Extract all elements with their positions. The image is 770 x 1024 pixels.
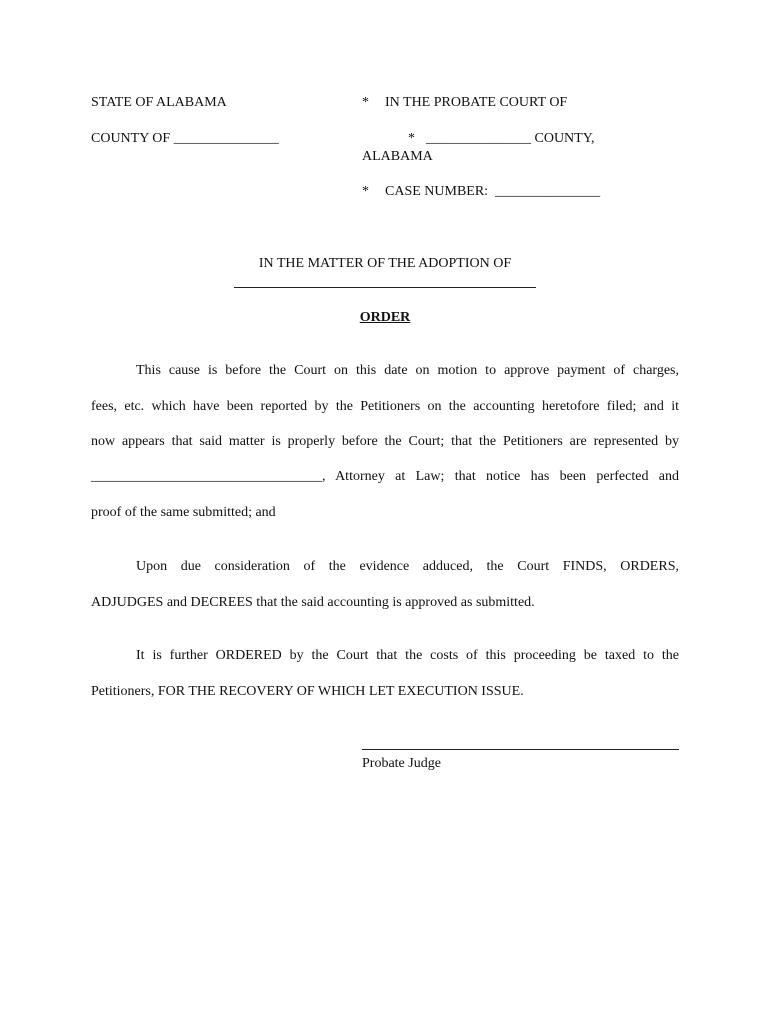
paragraph-3-line-1: It is further ORDERED by the Court that the costs of this proceeding be taxed to the [136, 648, 679, 663]
paragraph-2-line-1: Upon due consideration of the evidence adduced, the Court FINDS, ORDERS, [136, 559, 679, 574]
paragraph-1-line-1: This cause is before the Court on this date on motion to approve payment of charges, [136, 363, 679, 378]
signature-label: Probate Judge [362, 756, 441, 771]
caption-state: STATE OF ALABAMA [91, 95, 227, 110]
signature-line [362, 749, 679, 750]
court-name: IN THE PROBATE COURT OF [385, 95, 568, 110]
caption-county: COUNTY OF _______________ [91, 131, 279, 146]
court-state: ALABAMA [362, 149, 433, 164]
case-star: * [362, 184, 369, 199]
county-star: * [408, 131, 415, 146]
paragraph-1-line-4: _________________________________, Attorney at Law; that notice has been perfected and [91, 469, 679, 484]
paragraph-3-line-2: Petitioners, FOR THE RECOVERY OF WHICH LET EXECUTION ISSUE. [91, 684, 524, 699]
court-county: _______________ COUNTY, [426, 131, 595, 146]
case-number: CASE NUMBER: _______________ [385, 184, 601, 199]
court-star: * [362, 95, 369, 110]
matter-title: IN THE MATTER OF THE ADOPTION OF [258, 256, 512, 271]
adoptee-name-line [234, 287, 536, 288]
order-heading: ORDER [359, 310, 411, 325]
paragraph-1-line-3: now appears that said matter is properly before the Court; that the Petitioners are represented by [91, 434, 679, 449]
paragraph-1-line-5: proof of the same submitted; and [91, 505, 276, 520]
paragraph-1-line-2: fees, etc. which have been reported by the Petitioners on the accounting heretofore filed; and it [91, 399, 679, 414]
paragraph-2-line-2: ADJUDGES and DECREES that the said accounting is approved as submitted. [91, 595, 535, 610]
